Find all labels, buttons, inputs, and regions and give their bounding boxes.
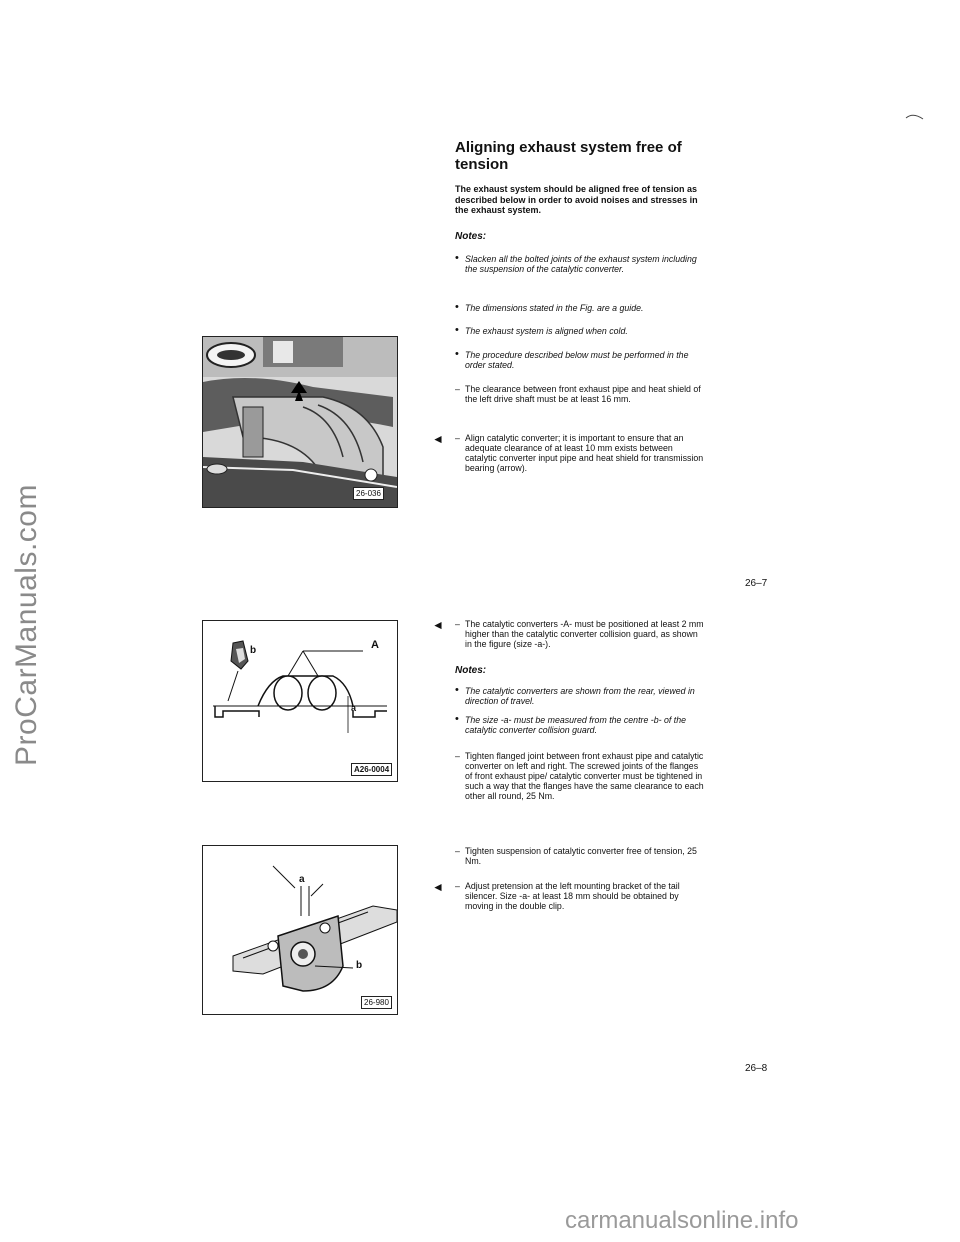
step-2: – Align catalytic converter; it is important to ensure that an adequate clearance of at least 10 mm exists between catalytic converter input pipe and heat shield for transmission bearing (arrow). [455,433,705,473]
notes-label-1: Notes: [455,231,487,242]
footer-watermark: carmanualsonline.info [565,1207,799,1234]
side-watermark: ProCarManuals.com [10,484,43,766]
converter-clearance-diagram [203,621,397,781]
pointer-arrow-icon: ◄ [432,618,444,632]
bracket-diagram [203,846,397,1014]
step-1: – The clearance between front exhaust pipe and heat shield of the left drive shaft must be at least 16 mm. [455,384,705,404]
pointer-arrow-icon: ◄ [432,432,444,446]
label-a: a [351,703,357,713]
figure-code: A26-0004 [351,763,392,776]
note-item: • The size -a- must be measured from the centre -b- of the catalytic converter collision guard. [455,715,705,735]
label-b: b [356,960,363,971]
label-b: b [250,645,257,656]
note-item: • The exhaust system is aligned when cold. [455,326,705,336]
figure-converter-diagram [202,620,398,782]
label-A: A [371,639,379,651]
figure-code: 26-980 [361,996,392,1009]
intro-paragraph: The exhaust system should be aligned free of tension as described below in order to avoid noises and stresses in the exhaust system. [455,184,698,215]
step-3: – The catalytic converters -A- must be positioned at least 2 mm higher than the catalytic converter collision guard, as shown in the figure (size -a-). [455,619,705,649]
step-4: – Tighten flanged joint between front exhaust pipe and catalytic converter on left and right. The screwed joints of the flanges of front exhaust pipe/ catalytic converter must be tightened in such a way that the flanges have the same clearance to each other all round, 25 Nm. [455,751,705,801]
note-item: • Slacken all the bolted joints of the exhaust system including the suspension of the catalytic converter. [455,254,705,274]
corner-mark [905,112,925,122]
note-item: • The catalytic converters are shown from the rear, viewed in direction of travel. [455,686,705,706]
pointer-arrow-icon: ◄ [432,880,444,894]
figure-mounting-bracket [202,845,398,1015]
figure-code: 26-036 [353,487,384,500]
engine-photo-illustration [203,337,397,507]
page-number-2: 26–8 [745,1063,768,1074]
note-item: • The dimensions stated in the Fig. are a guide. [455,303,705,313]
page-title: Aligning exhaust system free of tension [455,139,682,173]
note-item: • The procedure described below must be performed in the order stated. [455,350,705,370]
label-a: a [299,874,305,885]
figure-photo-catalytic-converter [202,336,398,508]
step-6: – Adjust pretension at the left mounting bracket of the tail silencer. Size -a- at least 18 mm should be obtained by moving in the double clip. [455,881,705,911]
step-5: – Tighten suspension of catalytic converter free of tension, 25 Nm. [455,846,705,866]
notes-label-2: Notes: [455,665,487,676]
page-number-1: 26–7 [745,578,768,589]
